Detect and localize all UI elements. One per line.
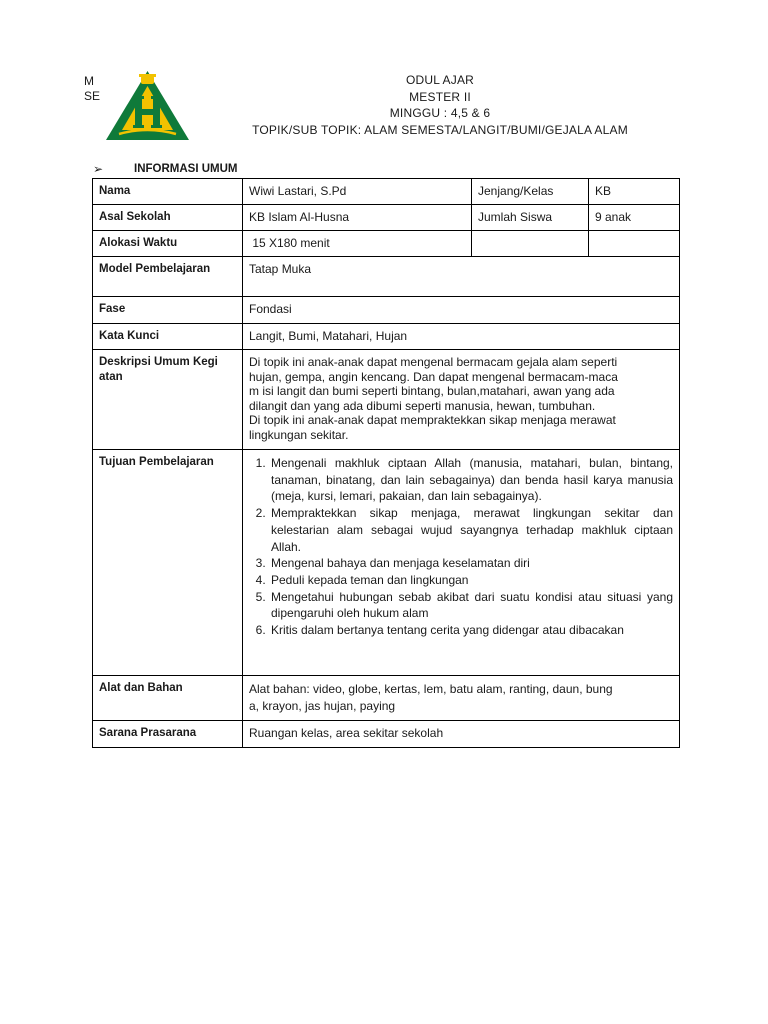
description-cell (243, 350, 680, 450)
value-line: a, krayon, jas hujan, paying (249, 698, 396, 713)
table-row (93, 297, 680, 324)
table-row (93, 205, 680, 231)
document-header (230, 72, 650, 138)
value-line: Alat bahan: video, globe, kertas, lem, batu alam, ranting, daun, bung (249, 682, 613, 696)
value-cell: Ruangan kelas, area sekitar sekolah (243, 721, 680, 748)
table-row (93, 450, 680, 676)
value-cell: Langit, Bumi, Matahari, Hujan (243, 324, 680, 350)
value-cell: Tatap Muka (243, 257, 680, 297)
list-item: 3. Mengenal bahaya dan menjaga keselamatan diri (269, 555, 673, 572)
label-cell: Alat dan Bahan (93, 676, 243, 721)
empty-cell (472, 231, 589, 257)
description-line: Di topik ini anak-anak dapat mengenal bermacam gejala alam seperti (249, 355, 618, 369)
description-line: dilangit dan yang ada dibumi seperti manusia, hewan, tumbuhan. (249, 398, 596, 413)
description-line: Di topik ini anak-anak dapat mempraktekkan sikap menjaga merawat (249, 413, 616, 428)
value-cell: Fondasi (243, 297, 680, 324)
table-row (93, 350, 680, 450)
list-item: 5. Mengetahui hubungan sebab akibat dari suatu kondisi atau situasi yang dipengaruhi oleh hukum alam (269, 589, 673, 622)
label-cell: Asal Sekolah (93, 205, 243, 231)
objectives-cell (243, 450, 680, 676)
description-line: hujan, gempa, angin kencang. Dan dapat mengenal bermacam-maca (249, 369, 618, 384)
label-cell: Sarana Prasarana (93, 721, 243, 748)
general-info-table (92, 178, 680, 748)
list-item: 2. Mempraktekkan sikap menjaga, merawat lingkungan sekitar dan kelestarian alam sebagai wujud sayangnya terhadap makhluk ciptaan Allah. (269, 505, 673, 555)
objectives-list (249, 455, 673, 639)
header-week-line: MINGGU : 4,5 & 6 (389, 106, 491, 120)
section-title: INFORMASI UMUM (134, 163, 238, 175)
table-row (93, 676, 680, 721)
label-cell (93, 350, 243, 450)
header-left-fragment-2: SE (84, 89, 101, 103)
header-left-fragment-1: M (84, 74, 94, 88)
list-item: 4. Peduli kepada teman dan lingkungan (269, 572, 673, 589)
label-cell: Tujuan Pembelajaran (93, 450, 243, 676)
table-row (93, 324, 680, 350)
description-line: m isi langit dan bumi seperti bintang, bulan,matahari, awan yang ada (249, 384, 615, 399)
label-line: atan (99, 371, 123, 383)
description-line: lingkungan sekitar. (249, 427, 349, 442)
table-row (93, 179, 680, 205)
empty-cell (589, 231, 680, 257)
table-row (93, 257, 680, 297)
value-cell (243, 676, 680, 721)
list-item: 6. Kritis dalam bertanya tentang cerita yang didengar atau dibacakan (269, 622, 673, 639)
value-cell: KB (589, 179, 680, 205)
value-cell: KB Islam Al-Husna (243, 205, 472, 231)
label-cell: Jumlah Siswa (472, 205, 589, 231)
label-cell: Jenjang/Kelas (472, 179, 589, 205)
school-logo-icon (105, 70, 190, 142)
label-line: Deskripsi Umum Kegi (99, 356, 218, 368)
table-row (93, 721, 680, 748)
label-cell: Kata Kunci (93, 324, 243, 350)
header-topic-line: TOPIK/SUB TOPIK: ALAM SEMESTA/LANGIT/BUMI/GEJALA ALAM (252, 122, 628, 137)
label-cell: Model Pembelajaran (93, 257, 243, 297)
value-cell: 9 anak (589, 205, 680, 231)
header-semester-line: MESTER II (409, 89, 471, 104)
table-row (93, 231, 680, 257)
label-cell: Fase (93, 297, 243, 324)
label-cell: Alokasi Waktu (93, 231, 243, 257)
list-item: 1. Mengenali makhluk ciptaan Allah (manusia, matahari, bulan, bintang, tanaman, binatang, dan lain sebagainya) dan benda hasil karya manusia (meja, kursi, lemari, pakaian, dan lain sebagainya). (269, 455, 673, 505)
value-cell: Wiwi Lastari, S.Pd (243, 179, 472, 205)
value-cell: 15 X180 menit (243, 231, 472, 257)
header-title-line: ODUL AJAR (405, 73, 475, 87)
arrow-bullet-icon: ➢ (93, 162, 104, 176)
label-cell: Nama (93, 179, 243, 205)
section-heading (93, 162, 238, 176)
